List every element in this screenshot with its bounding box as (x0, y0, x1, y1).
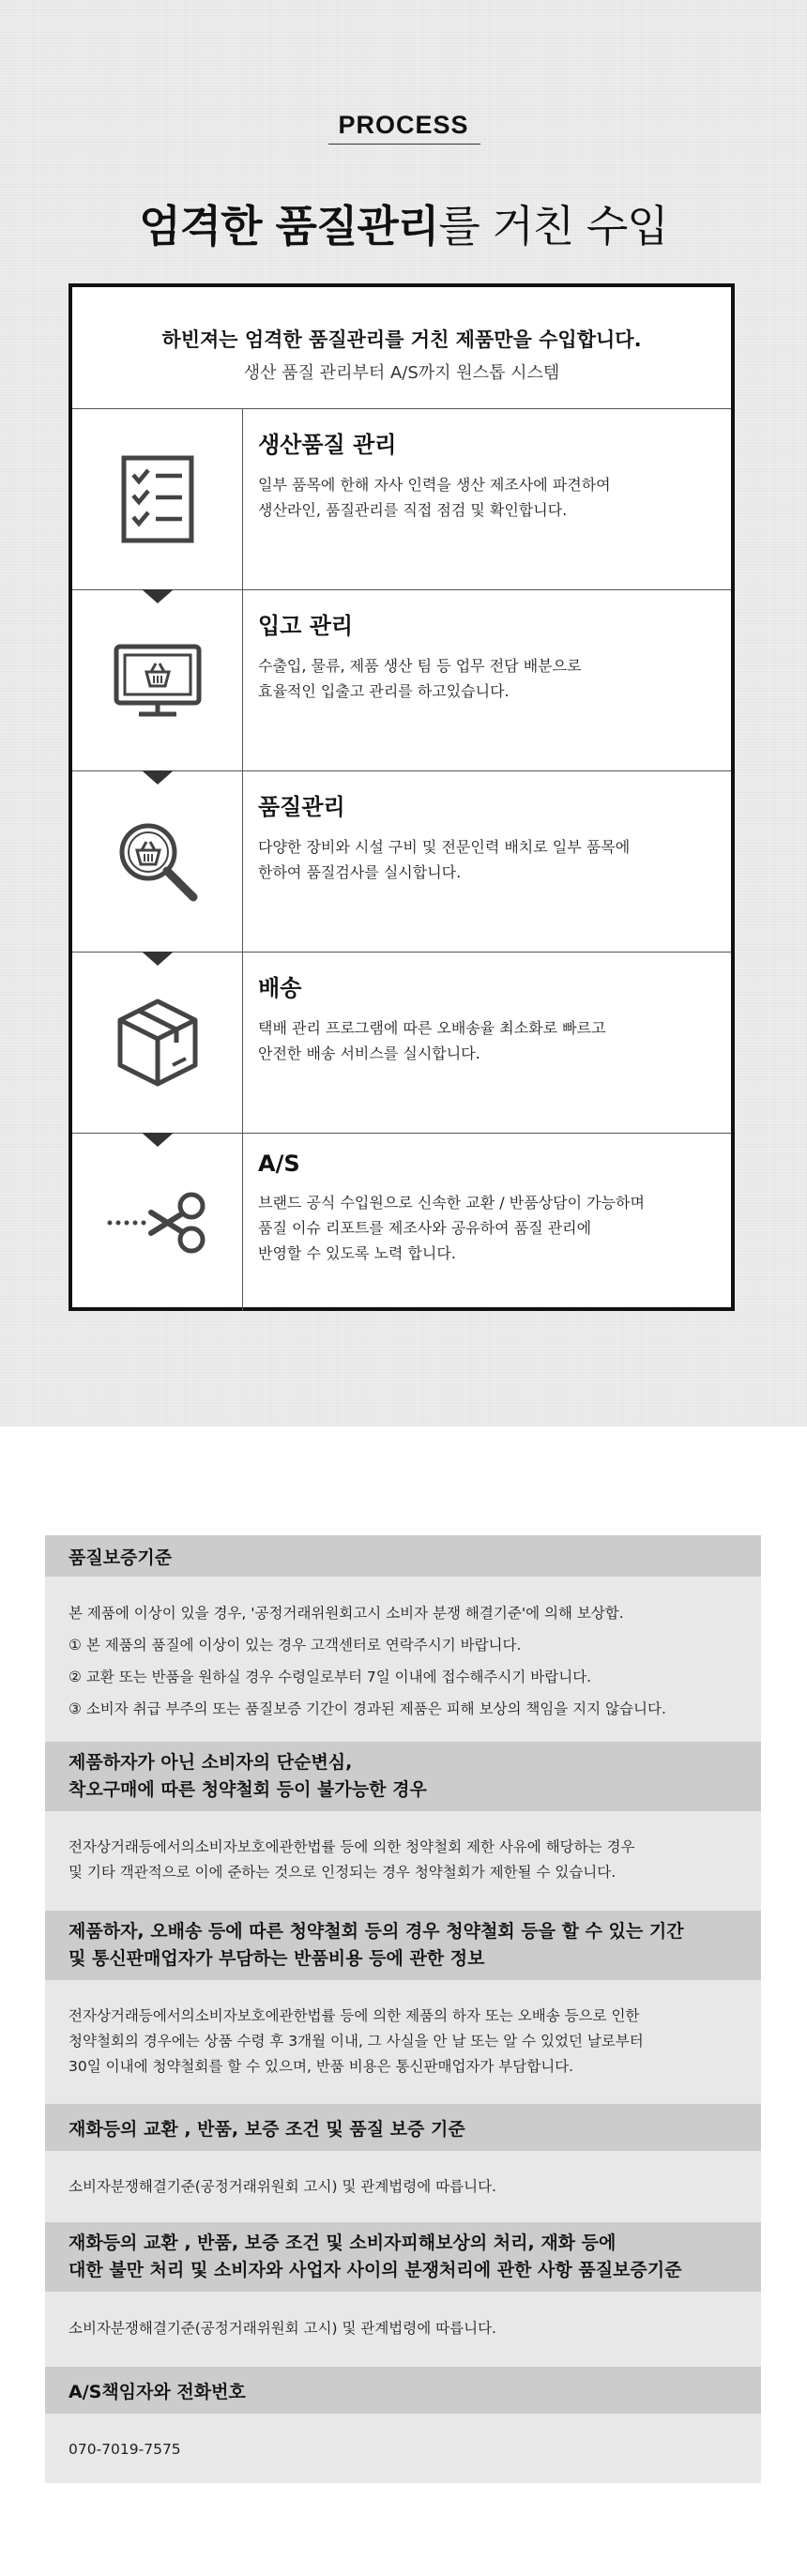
guarantee-body-line: 전자상거래등에서의소비자보호에관한법률 등에 의한 제품의 하자 또는 오배송 등으로 인한 (69, 2007, 640, 2024)
guarantee-body (45, 2292, 761, 2367)
guarantee-heading-line: 제품하자, 오배송 등에 따른 청약철회 등의 경우 청약철회 등을 할 수 있는 기간 (69, 1921, 684, 1942)
title-rest: 를 거친 수입 (438, 201, 668, 252)
guarantee-heading-line: A/S책임자와 전화번호 (69, 2381, 246, 2402)
guarantee-heading-line: 품질보증기준 (69, 1547, 173, 1568)
monitor-basket-icon (113, 641, 203, 720)
guarantee-body (45, 1980, 761, 2104)
step-title: 배송 (258, 975, 302, 1001)
process-subline: 생산 품질 관리부터 A/S까지 원스톱 시스템 (243, 363, 560, 383)
process-label: PROCESS (338, 111, 469, 139)
guarantee-heading-line: 착오구매에 따른 청약철회 등이 불가능한 경우 (69, 1779, 427, 1800)
step-title: 입고 관리 (258, 613, 354, 639)
guarantee-body (45, 1811, 761, 1911)
process-box-header (72, 287, 731, 409)
title-bold: 엄격한 품질관리 (139, 201, 439, 252)
box-icon (113, 996, 203, 1090)
step-icon-cell (72, 409, 243, 589)
process-step (72, 409, 731, 590)
step-description-line: 한하여 품질검사를 실시합니다. (258, 863, 462, 881)
guarantee-body (45, 2414, 761, 2483)
step-arrow-icon (142, 952, 174, 966)
guarantee-heading-line: 대한 불만 처리 및 소비자와 사업자 사이의 분쟁처리에 관한 사항 품질보증기준 (69, 2260, 682, 2280)
step-description (258, 1015, 606, 1066)
step-description (258, 834, 630, 885)
as-phone-number: 070-7019-7575 (69, 2441, 181, 2458)
guarantee-body-line: 청약철회의 경우에는 상품 수령 후 3개월 이내, 그 사실을 안 날 또는 알 수 있었던 날로부터 (69, 2033, 644, 2050)
guarantee-body (45, 2151, 761, 2222)
step-text (243, 1134, 645, 1311)
guarantee-heading (45, 2222, 761, 2292)
guarantee-heading-line: 및 통신판매업자가 부담하는 반품비용 등에 관한 정보 (69, 1948, 485, 1969)
step-description-line: 일부 품목에 한해 자사 인력을 생산 제조사에 파견하여 (258, 476, 611, 494)
process-headline: 하빈져는 엄격한 품질관리를 거친 제품만을 수입합니다. (161, 328, 642, 351)
magnifier-basket-icon (113, 816, 203, 907)
guarantee-heading (45, 1535, 761, 1577)
step-title: A/S (258, 1151, 300, 1177)
guarantee-heading-line: 제품하자가 아닌 소비자의 단순변심, (69, 1752, 353, 1773)
guarantee-body-line: ① 본 제품의 품질에 이상이 있는 경우 고객센터로 연락주시기 바랍니다. (69, 1637, 522, 1654)
step-description-line: 브랜드 공식 수입원으로 신속한 교환 / 반품상담이 가능하며 (258, 1194, 645, 1212)
step-description-line: 품질 이슈 리포트를 제조사와 공유하여 품질 관리에 (258, 1219, 592, 1237)
guarantee-body-line: 본 제품에 이상이 있을 경우, '공정거래위원회고시 소비자 분쟁 해결기준'에 의해 보상합. (69, 1605, 624, 1622)
process-step (72, 590, 731, 771)
guarantee-heading-line: 재화등의 교환 , 반품, 보증 조건 및 품질 보증 기준 (69, 2118, 465, 2140)
step-title: 생산품질 관리 (258, 432, 397, 458)
guarantee-heading-line: 재화등의 교환 , 반품, 보증 조건 및 소비자피해보상의 처리, 재화 등에 (69, 2233, 617, 2253)
guarantee-heading (45, 2367, 761, 2414)
guarantee-body-line: 및 기타 객관적으로 이에 준하는 것으로 인정되는 경우 청약철회가 제한될 수 있습니다. (69, 1864, 617, 1881)
process-step (72, 1134, 731, 1311)
step-arrow-icon (142, 589, 174, 603)
process-step (72, 771, 731, 953)
step-description-line: 효율적인 입출고 관리를 하고있습니다. (258, 682, 510, 700)
step-description-line: 생산라인, 품질관리를 직접 점검 및 확인합니다. (258, 501, 568, 519)
step-description-line: 안전한 배송 서비스를 실시합니다. (258, 1044, 480, 1062)
process-underline (328, 144, 480, 145)
checklist-icon (120, 454, 195, 544)
process-step (72, 953, 731, 1134)
guarantee-heading (45, 2104, 761, 2151)
step-title: 품질관리 (258, 794, 345, 820)
step-description (258, 472, 611, 523)
step-icon-cell (72, 590, 243, 770)
step-icon-cell (72, 1134, 243, 1311)
guarantee-body-line: 소비자분쟁해결기준(공정거래위원회 고시) 및 관계법령에 따릅니다. (69, 2320, 496, 2337)
guarantee-body-line: 전자상거래등에서의소비자보호에관한법률 등에 의한 청약철회 제한 사유에 해당하는 경우 (69, 1838, 635, 1855)
step-arrow-icon (142, 1133, 174, 1147)
guarantee-heading (45, 1742, 761, 1811)
step-description (258, 1190, 645, 1266)
step-icon-cell (72, 771, 243, 952)
step-text (243, 590, 582, 770)
step-description (258, 653, 582, 704)
step-arrow-icon (142, 770, 174, 785)
process-box (69, 283, 735, 1311)
step-description-line: 반영할 수 있도록 노력 합니다. (258, 1244, 456, 1262)
guarantee-body-line: ② 교환 또는 반품을 원하실 경우 수령일로부터 7일 이내에 접수해주시기 바랍니다. (69, 1669, 592, 1685)
step-description-line: 다양한 장비와 시설 구비 및 전문인력 배치로 일부 품목에 (258, 838, 631, 856)
page-title (0, 192, 807, 254)
step-text (243, 409, 611, 589)
guarantee-body (45, 1577, 761, 1742)
step-icon-cell (72, 953, 243, 1133)
guarantee-section (45, 1535, 761, 2483)
step-description-line: 택배 관리 프로그램에 따른 오배송율 최소화로 빠르고 (258, 1019, 606, 1037)
guarantee-body-line: ③ 소비자 취급 부주의 또는 품질보증 기간이 경과된 제품은 피해 보상의 책임을 지지 않습니다. (69, 1700, 666, 1717)
step-text (243, 953, 606, 1133)
guarantee-body-line: 소비자분쟁해결기준(공정거래위원회 고시) 및 관계법령에 따릅니다. (69, 2178, 496, 2195)
step-description-line: 수출입, 물류, 제품 생산 팀 등 업무 전담 배분으로 (258, 657, 582, 675)
guarantee-body-line: 30일 이내에 청약철회를 할 수 있으며, 반품 비용은 통신판매업자가 부담합니다. (69, 2058, 574, 2075)
step-text (243, 771, 630, 952)
guarantee-heading (45, 1911, 761, 1980)
scissors-icon (106, 1190, 209, 1256)
